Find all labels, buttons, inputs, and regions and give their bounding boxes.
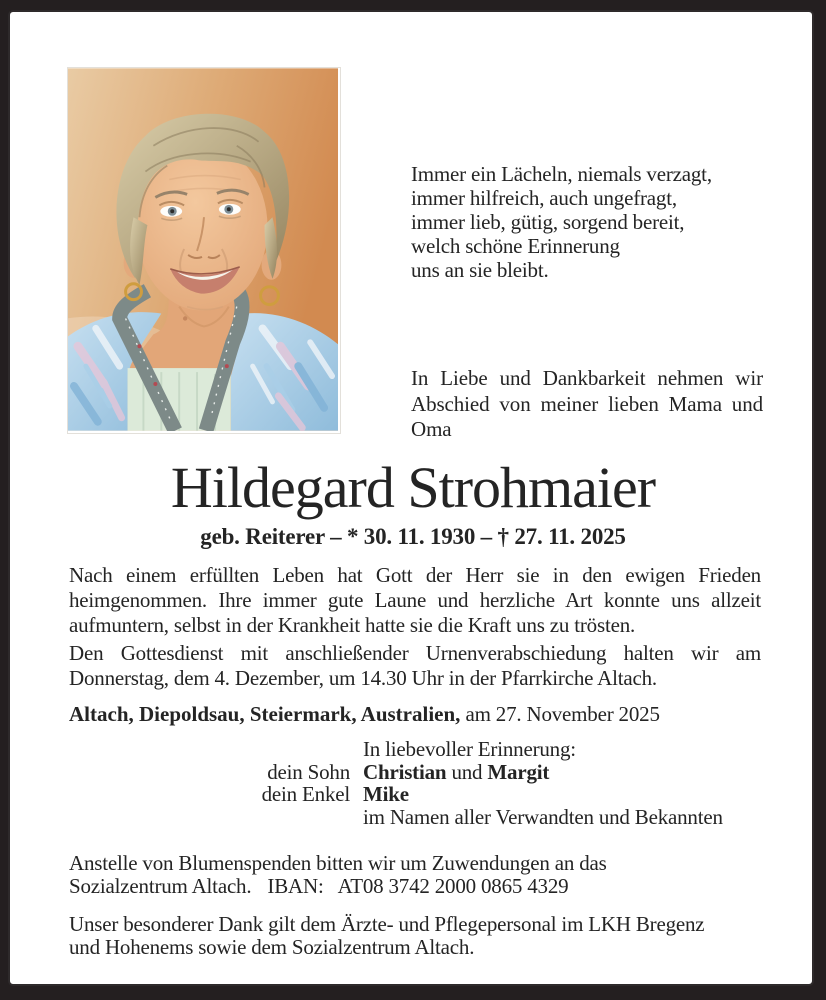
donation-line: Anstelle von Blumenspenden bitten wir um Zuwendungen an das: [69, 851, 607, 875]
notice-date: am 27. November 2025: [460, 702, 660, 726]
verse-line: welch schöne Erinnerung: [411, 234, 620, 258]
deceased-name: Hildegard Strohmaier: [170, 455, 656, 520]
relation-label: dein Sohn: [267, 759, 350, 784]
farewell-text: In Liebe und Dankbarkeit nehmen wir Abschied von meiner lieben Mama und Oma: [411, 366, 763, 441]
memory-closing: im Namen aller Verwandten und Bekannten: [363, 804, 723, 829]
donation-recipient: Sozialzentrum Altach.: [69, 874, 252, 898]
iban-number: AT08 3742 2000 0865 4329: [337, 874, 569, 898]
verse-line: uns an sie bleibt.: [411, 258, 549, 282]
verse-line: immer lieb, gütig, sorgend bereit,: [411, 210, 685, 234]
memory-heading-row: [69, 738, 789, 761]
relation-label: dein Enkel: [261, 782, 350, 806]
family-name: Margit: [487, 759, 550, 784]
service-paragraph: [69, 641, 761, 691]
memory-heading: In liebevoller Erinnerung:: [363, 737, 576, 761]
family-name: Mike: [363, 782, 409, 806]
service-line: Donnerstag, dem 4. Dezember, um 14.30 Uhr in der Pfarrkirche Altach.: [69, 666, 657, 690]
places-date-line: [69, 702, 809, 727]
family-row: [69, 761, 789, 784]
thanks-line: Unser besonderer Dank gilt dem Ärzte- und Pflegepersonal im LKH Bregenz: [69, 912, 705, 936]
obituary-card: [8, 10, 814, 986]
portrait-photo: [67, 67, 341, 434]
family-row: [69, 783, 789, 806]
family-block: [69, 738, 789, 828]
eulogy-paragraph: [69, 563, 761, 638]
family-names: [363, 783, 409, 806]
eulogy-line: aufmuntern, selbst in der Krankheit hatte sie die Kraft uns zu trösten.: [69, 613, 636, 637]
portrait-illustration: [68, 68, 338, 431]
verse-line: Immer ein Lächeln, niemals verzagt,: [411, 162, 712, 186]
relation-label: [69, 806, 350, 829]
birth-death-dates: geb. Reiterer – * 30. 11. 1930 – † 27. 11. 2025: [200, 524, 626, 549]
family-name: Christian: [363, 759, 447, 784]
memory-closing-row: [69, 806, 789, 829]
family-conjunction: und: [446, 759, 488, 784]
relation-label: [69, 738, 350, 761]
thanks-line: und Hohenems sowie dem Sozialzentrum Altach.: [69, 935, 475, 959]
memorial-verse: [411, 162, 771, 282]
eulogy-line: Nach einem erfüllten Leben hat Gott der Herr sie in den ewigen Frieden: [69, 563, 761, 587]
verse-line: immer hilfreich, auch ungefragt,: [411, 186, 677, 210]
donation-line: [69, 875, 789, 898]
service-line: Den Gottesdienst mit anschließender Urnenverabschiedung halten wir am: [69, 641, 761, 665]
thanks-block: [69, 913, 789, 959]
places-list: Altach, Diepoldsau, Steiermark, Australien,: [69, 702, 461, 726]
iban-label: IBAN:: [267, 874, 324, 898]
donation-block: [69, 852, 789, 898]
eulogy-line: heimgenommen. Ihre immer gute Laune und herzliche Art konnte uns allzeit: [69, 588, 761, 612]
family-names: [363, 761, 549, 784]
